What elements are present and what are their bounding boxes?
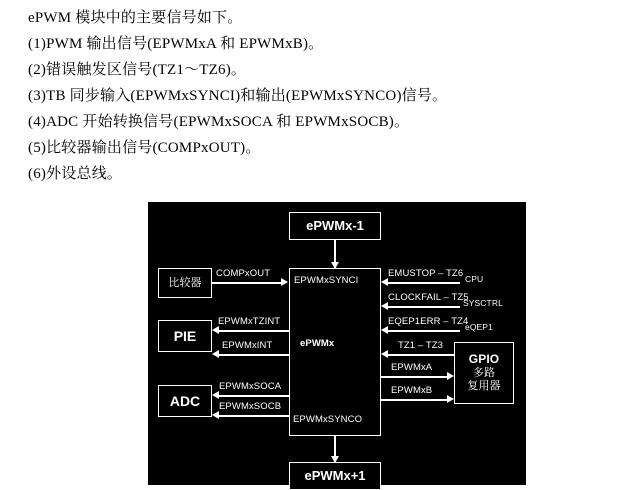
- line-tzint: [218, 330, 289, 332]
- block-epwmx-sync-out-label: EPWMxSYNCO: [293, 414, 363, 425]
- label-tzint: EPWMxTZINT: [218, 316, 281, 327]
- block-gpio-line2: 多路: [472, 367, 496, 380]
- arrow-pwmb: [447, 395, 454, 403]
- body-text: [0, 0, 631, 184]
- line-pwma: [381, 376, 447, 378]
- line-eqep1err: [388, 330, 460, 332]
- label-sysctrl: SYSCTRL: [463, 298, 503, 308]
- list-item: (5)比较器输出信号(COMPxOUT)。: [28, 140, 261, 156]
- line-compxout: [212, 282, 282, 284]
- arrow-eqep1err: [381, 326, 388, 334]
- line-socb: [218, 415, 289, 417]
- block-epwmx-next: [289, 462, 381, 490]
- label-cpu: CPU: [465, 274, 484, 284]
- label-int: EPWMxINT: [222, 340, 273, 351]
- epwm-block-diagram: [148, 202, 526, 485]
- list-item: (6)外设总线。: [28, 166, 123, 182]
- block-epwmx-next-label: ePWMx+1: [304, 467, 366, 483]
- list-item: (1)PWM 输出信号(EPWMxA 和 EPWMxB)。: [28, 36, 324, 52]
- block-adc-label: ADC: [169, 392, 201, 409]
- block-epwmx: [289, 268, 381, 436]
- block-epwmx-prev: [289, 212, 381, 240]
- list-item: (4)ADC 开始转换信号(EPWMxSOCA 和 EPWMxSOCB)。: [28, 114, 410, 130]
- label-tz1-tz3: TZ1 – TZ3: [398, 340, 444, 351]
- line-int: [218, 354, 289, 356]
- block-epwmx-prev-label: ePWMx-1: [306, 217, 364, 233]
- block-epwmx-sync-in-label: EPWMxSYNCI: [294, 275, 359, 286]
- block-pie-label: PIE: [173, 327, 197, 344]
- block-gpio-line3: 复用器: [467, 379, 501, 392]
- label-pwmb: EPWMxB: [391, 385, 433, 396]
- block-adc: [158, 385, 212, 417]
- line-tz1-tz3: [388, 354, 454, 356]
- label-clockfail: CLOCKFAIL – TZ5: [388, 292, 469, 303]
- arrow-clockfail: [381, 302, 388, 310]
- line-soca: [218, 395, 289, 397]
- block-epwmx-label: ePWMx: [300, 338, 335, 349]
- arrow-emustop: [381, 278, 388, 286]
- arrow-int: [212, 350, 219, 358]
- block-comparator-label: 比较器: [168, 276, 202, 289]
- arrow-pwma: [447, 372, 454, 380]
- label-soca: EPWMxSOCA: [219, 381, 282, 392]
- list-item: (3)TB 同步输入(EPWMxSYNCI)和输出(EPWMxSYNCO)信号。: [28, 88, 448, 104]
- list-item: (2)错误触发区信号(TZ1～TZ6)。: [28, 62, 247, 78]
- label-emustop: EMUSTOP – TZ6: [388, 268, 464, 279]
- line-clockfail: [388, 306, 460, 308]
- arrow-compxout: [281, 278, 288, 286]
- label-pwma: EPWMxA: [391, 362, 433, 373]
- arrow-tzint: [212, 326, 219, 334]
- label-compxout: COMPxOUT: [216, 268, 271, 279]
- block-pie: [158, 320, 212, 352]
- intro-line: ePWM 模块中的主要信号如下。: [28, 10, 243, 26]
- label-eqep1err: EQEP1ERR – TZ4: [388, 316, 469, 327]
- line-pwmb: [381, 399, 447, 401]
- block-gpio-label: GPIO: [468, 352, 500, 367]
- arrow-tz1-tz3: [381, 350, 388, 358]
- block-gpio-mux: [454, 342, 514, 404]
- arrow-soca: [212, 391, 219, 399]
- arrow-socb: [212, 411, 219, 419]
- label-socb: EPWMxSOCB: [219, 401, 282, 412]
- line-emustop: [388, 282, 460, 284]
- label-eqep1: eQEP1: [465, 322, 493, 332]
- block-comparator: [158, 268, 212, 298]
